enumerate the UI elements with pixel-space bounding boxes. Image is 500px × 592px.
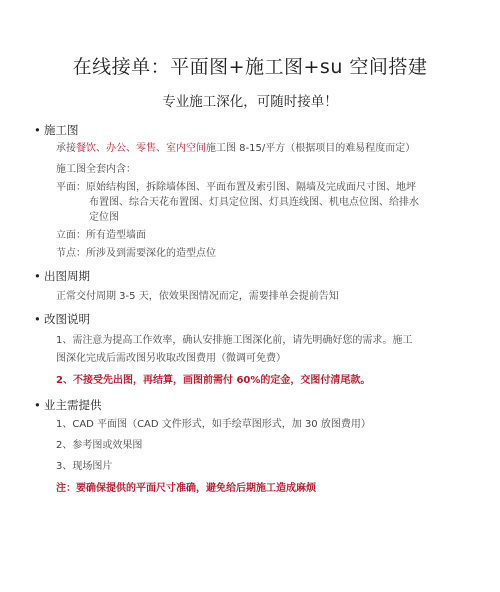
plan-line-3: 定位图 — [89, 212, 119, 223]
type-retail: 零售 — [136, 143, 156, 154]
section-client-heading: • 业主需提供 — [34, 398, 102, 412]
section-construction-heading: • 施工图 — [34, 123, 79, 137]
bullet-dot: • — [34, 312, 41, 326]
type-interior: 室内空间 — [166, 143, 206, 154]
type-catering: 餐饮 — [76, 143, 96, 154]
client-note: 注：要确保提供的平面尺寸准确，避免给后期施工造成麻烦 — [56, 483, 316, 494]
client-item-3: 3、现场图片 — [56, 461, 113, 472]
page-title: 在线接单：平面图+施工图+su 空间搭建 — [72, 56, 428, 78]
client-item-2: 2、参考图或效果图 — [56, 440, 143, 451]
revision-item-1-line-2: 图深化完成后需改图另收取改图费用（微调可免费） — [56, 353, 286, 364]
type-office: 办公 — [106, 143, 126, 154]
elevation-line: 立面：所有造型墙面 — [56, 230, 146, 241]
revision-item-2: 2、不接受先出图，再结算，画图前需付 60%的定金，交图付清尾款。 — [56, 375, 371, 386]
set-label: 施工图全套内含： — [56, 164, 136, 175]
node-line: 节点：所涉及到需要深化的造型点位 — [56, 248, 216, 259]
plan-line-1: 平面：原始结构图，拆除墙体图、平面布置及索引图、隔墙及完成面尺寸图、地坪 — [56, 182, 416, 193]
bullet-dot: • — [34, 398, 41, 412]
service-scope-line: 承接餐饮、办公、零售、室内空间施工图 8-15/平方（根据项目的难易程度而定） — [56, 143, 416, 154]
section-revision-heading: • 改图说明 — [34, 312, 90, 326]
section-cycle-heading: • 出图周期 — [34, 269, 90, 283]
revision-item-1-line-1: 1、需注意为提高工作效率，确认安排施工图深化前，请先明确好您的需求。施工 — [56, 335, 413, 346]
cycle-text: 正常交付周期 3-5 天，依效果图情况而定，需要排单会提前告知 — [56, 291, 339, 302]
plan-line-2: 布置图、综合天花布置图、灯具定位图、灯具连线图、机电点位图、给排水 — [89, 197, 419, 208]
bullet-dot: • — [34, 269, 41, 283]
page-subtitle: 专业施工深化，可随时接单！ — [162, 94, 338, 110]
client-item-1: 1、CAD 平面图（CAD 文件形式，如手绘草图形式，加 30 放图费用） — [56, 419, 371, 430]
bullet-dot: • — [34, 123, 41, 137]
